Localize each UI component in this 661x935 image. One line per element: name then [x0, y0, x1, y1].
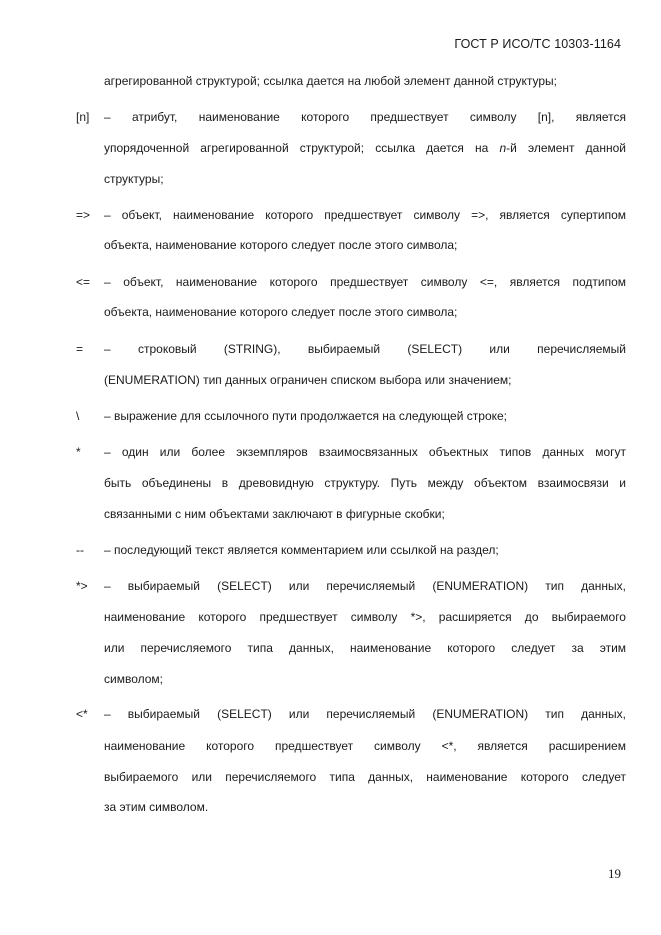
definition-supertype-line1: – объект, наименование которого предшествует символу =>, является супертипом	[104, 208, 627, 222]
document-header: ГОСТ Р ИСО/ТС 10303-1164	[454, 37, 621, 51]
definition-backslash-line1: – выражение для ссылочного пути продолжается на следующей строке;	[104, 409, 508, 423]
definition-star-line1: – один или более экземпляров взаимосвязанных объектных типов данных могут	[104, 445, 627, 459]
symbol-extension: <*	[76, 707, 88, 721]
definition-supertype-line2: объекта, наименование которого следует после этого символа;	[104, 238, 458, 252]
definition-extends-line1: – выбираемый (SELECT) или перечисляемый (ENUMERATION) тип данных,	[104, 579, 626, 593]
definition-index-line3: структуры;	[104, 172, 164, 186]
definition-subtype-line1: – объект, наименование которого предшествует символу <=, является подтипом	[104, 275, 627, 289]
definition-extension-line2: наименование которого предшествует символу <*, является расширением	[104, 739, 626, 753]
definition-extends-line2: наименование которого предшествует символу *>, расширяется до выбираемого	[104, 610, 626, 624]
symbol-equals: =	[76, 342, 84, 356]
definition-extension-line1: – выбираемый (SELECT) или перечисляемый (ENUMERATION) тип данных,	[104, 707, 626, 721]
symbol-index: [n]	[76, 110, 90, 124]
symbol-subtype: <=	[76, 275, 91, 289]
definition-star-line3: связанными с ним объектами заключают в фигурные скобки;	[104, 507, 445, 521]
symbol-star: *	[76, 445, 81, 459]
definition-index-line1: – атрибут, наименование которого предшествует символу [n], является	[104, 110, 627, 124]
definition-equals-line1: – строковый (STRING), выбираемый (SELECT) или перечисляемый	[104, 342, 626, 356]
definition-equals-line2: (ENUMERATION) тип данных ограничен списком выбора или значением;	[104, 373, 512, 387]
definition-index-line2: упорядоченной агрегированной структурой; ссылка дается на n-й элемент данной	[104, 141, 626, 155]
symbol-comment: --	[76, 543, 84, 557]
continuation-text: агрегированной структурой; ссылка дается на любой элемент данной структуры;	[104, 74, 557, 88]
symbol-supertype: =>	[76, 208, 91, 222]
symbol-extends: *>	[76, 579, 88, 593]
definition-extension-line3: выбираемого или перечисляемого типа данных, наименование которого следует	[104, 770, 627, 784]
definition-subtype-line2: объекта, наименование которого следует после этого символа;	[104, 305, 458, 319]
definition-extends-line3: или перечисляемого типа данных, наименование которого следует за этим	[104, 641, 627, 655]
definition-star-line2: быть объединены в древовидную структуру. Путь между объектом взаимосвязи и	[104, 476, 626, 490]
definition-comment-line1: – последующий текст является комментарием или ссылкой на раздел;	[104, 543, 499, 557]
symbol-backslash: \	[76, 409, 80, 423]
definition-extends-line4: символом;	[104, 672, 163, 686]
definition-extension-line4: за этим символом.	[104, 800, 209, 814]
page-number: 19	[608, 866, 621, 881]
